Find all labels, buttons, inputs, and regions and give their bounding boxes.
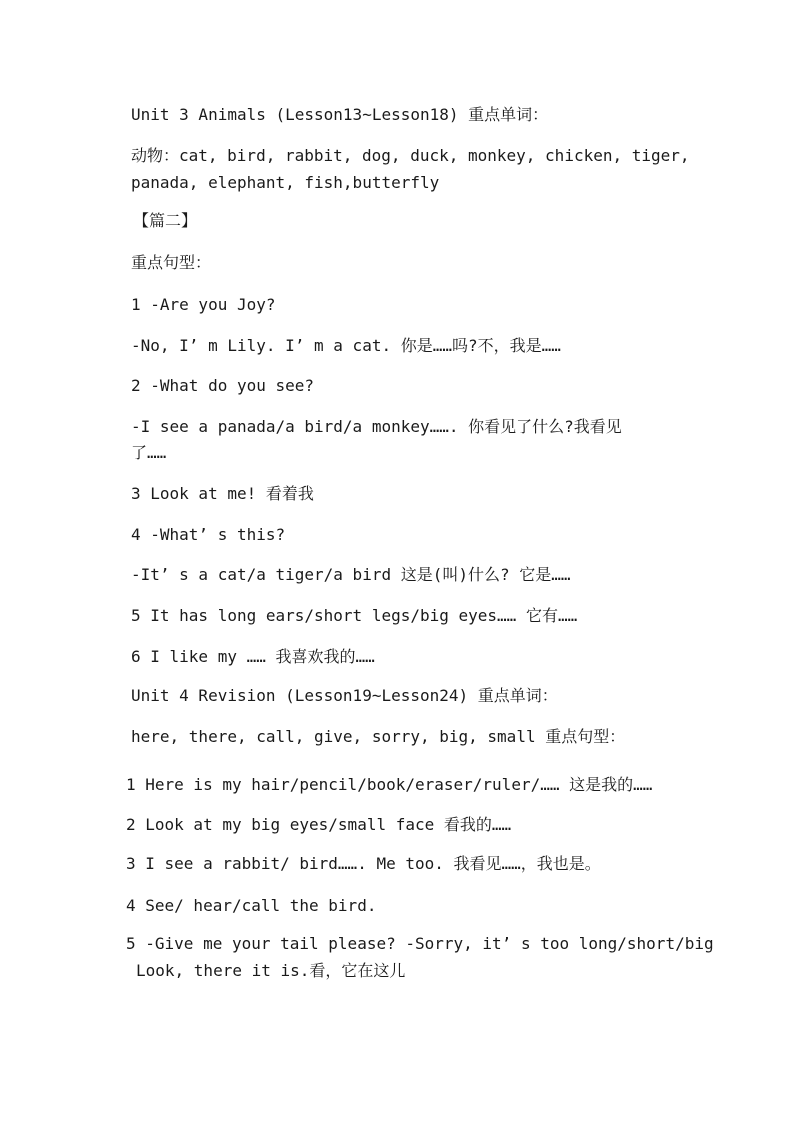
sentence-1-answer: -No, I’ m Lily. I’ m a cat. 你是……吗?不，我是…… — [131, 336, 561, 355]
section-marker: 【篇二】 — [133, 211, 198, 230]
sentence-3: 3 Look at me! 看着我 — [131, 484, 314, 503]
unit4-heading: Unit 4 Revision (Lesson19~Lesson24) 重点单词： — [131, 686, 558, 705]
sentence-4-question: 4 -What’ s this? — [131, 525, 286, 544]
unit3-heading: Unit 3 Animals (Lesson13~Lesson18) 重点单词： — [131, 105, 549, 124]
unit4-sentence-5: 5 -Give me your tail please? -Sorry, it’ s too long/short/big — [126, 934, 714, 953]
sentence-1-question: 1 -Are you Joy? — [131, 295, 276, 314]
animal-words-line-1: 动物：cat, bird, rabbit, dog, duck, monkey, chicken, tiger, — [131, 146, 690, 165]
sentence-6: 6 I like my …… 我喜欢我的…… — [131, 647, 375, 666]
unit4-sentence-2: 2 Look at my big eyes/small face 看我的…… — [126, 815, 512, 834]
sentence-2-answer: -I see a panada/a bird/a monkey……. 你看见了什么?我看见 — [131, 417, 622, 436]
sentence-5: 5 It has long ears/short legs/big eyes…… 它有…… — [131, 606, 578, 625]
unit4-sentence-1: 1 Here is my hair/pencil/book/eraser/ruler/…… 这是我的…… — [126, 775, 653, 794]
unit4-sentence-3: 3 I see a rabbit/ bird……. Me too. 我看见……，我也是。 — [126, 854, 601, 873]
key-sentences-heading: 重点句型： — [131, 253, 212, 272]
unit4-sentence-5-cont: Look, there it is.看，它在这儿 — [136, 961, 406, 980]
unit4-words: here, there, call, give, sorry, big, small 重点句型： — [131, 727, 626, 746]
sentence-2-answer-cont: 了…… — [131, 443, 167, 462]
unit4-sentence-4: 4 See/ hear/call the bird. — [126, 896, 377, 915]
sentence-2-question: 2 -What do you see? — [131, 376, 315, 395]
animal-words-line-2: panada, elephant, fish,butterfly — [131, 173, 440, 192]
sentence-4-answer: -It’ s a cat/a tiger/a bird 这是(叫)什么? 它是…… — [131, 565, 571, 584]
